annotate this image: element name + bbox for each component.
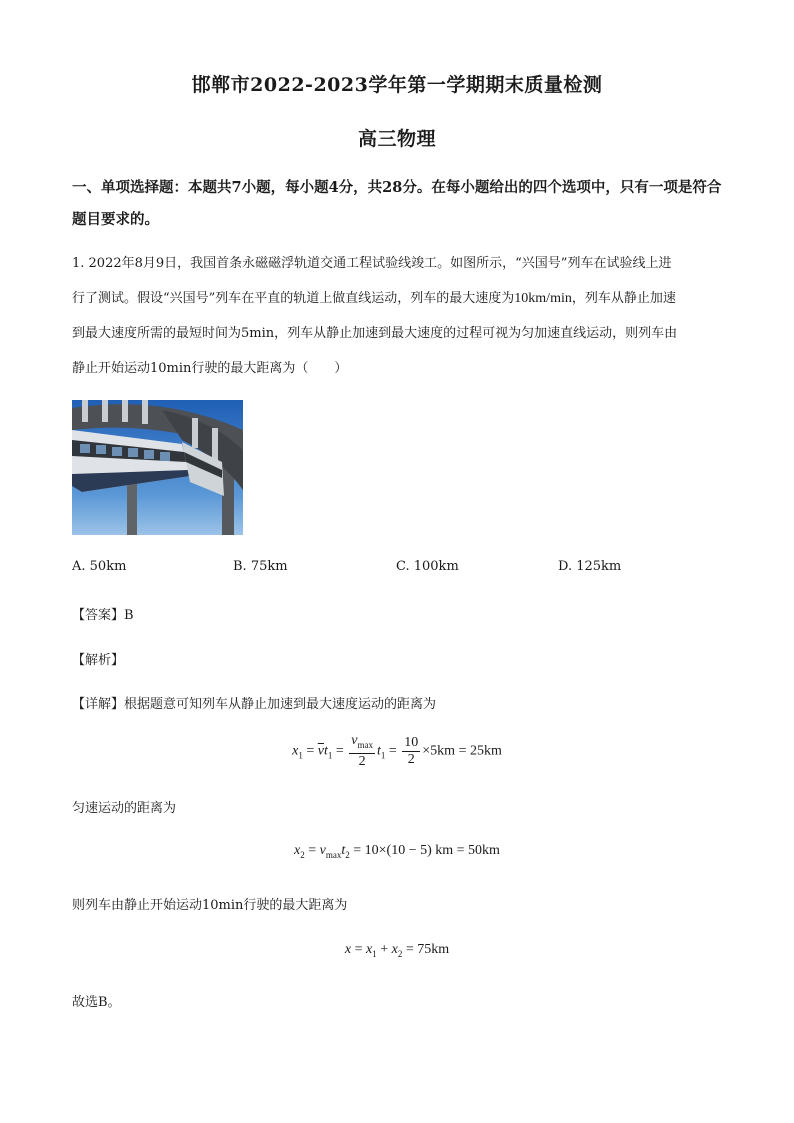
formula-x1: $x_1 = \overline{v}t_1$ = $\frac{v_{max}}{2}$ $t_1$ = $\frac{10}{2}$ ×5km = 25km xyxy=(292,733,502,769)
formula-x2: $x_2 = v_{max}t_2 = 10\times(10 - 5)$ km = 50km xyxy=(294,843,500,860)
max-speed-value: 10km/min xyxy=(514,291,572,306)
maglev-train-photo xyxy=(72,400,243,535)
option-b: B. 75km xyxy=(233,559,288,574)
detail-paragraph-3: 则列车由静止开始运动10min行驶的最大距离为 xyxy=(72,898,348,913)
question-line-1: 1. 2022年8月9日，我国首条永磁磁浮轨道交通工程试验线竣工。如图所示，“兴国号”列车在试验线上进 xyxy=(72,256,672,271)
detail-paragraph-2: 匀速运动的距离为 xyxy=(72,801,177,816)
question-line-4: 静止开始运动10min行驶的最大距离为（ ） xyxy=(72,361,348,376)
exam-subject: 高三物理 xyxy=(357,128,436,150)
section-heading: 一、单项选择题：本题共7小题，每小题4分，共28分。在每小题给出的四个选项中，只有一项是符合题目要求的。 xyxy=(72,179,722,228)
detail-paragraph-1: 【详解】根据题意可知列车从静止加速到最大速度运动的距离为 xyxy=(72,697,437,712)
exam-title: 邯郸市2022-2023学年第一学期期末质量检测 xyxy=(191,74,603,96)
analysis-label: 【解析】 xyxy=(72,653,125,668)
question-1 xyxy=(72,246,732,386)
option-a: A. 50km xyxy=(72,559,127,574)
formula-x-total: $x = x_1 + x_2 = 75km$ xyxy=(344,942,450,959)
detail-label: 【详解】 xyxy=(72,697,125,712)
conclusion: 故选B。 xyxy=(72,995,121,1010)
question-line-3: 到最大速度所需的最短时间为5min，列车从静止加速到最大速度的过程可视为匀加速直线运动，则列车由 xyxy=(72,326,678,341)
question-line-2: 行了测试。假设“兴国号”列车在平直的轨道上做直线运动，列车的最大速度为10km/min，列车从静止加速 xyxy=(72,291,676,306)
option-d: D. 125km xyxy=(558,559,622,574)
answer-label: 【答案】B xyxy=(72,608,134,623)
option-c: C. 100km xyxy=(396,559,459,574)
